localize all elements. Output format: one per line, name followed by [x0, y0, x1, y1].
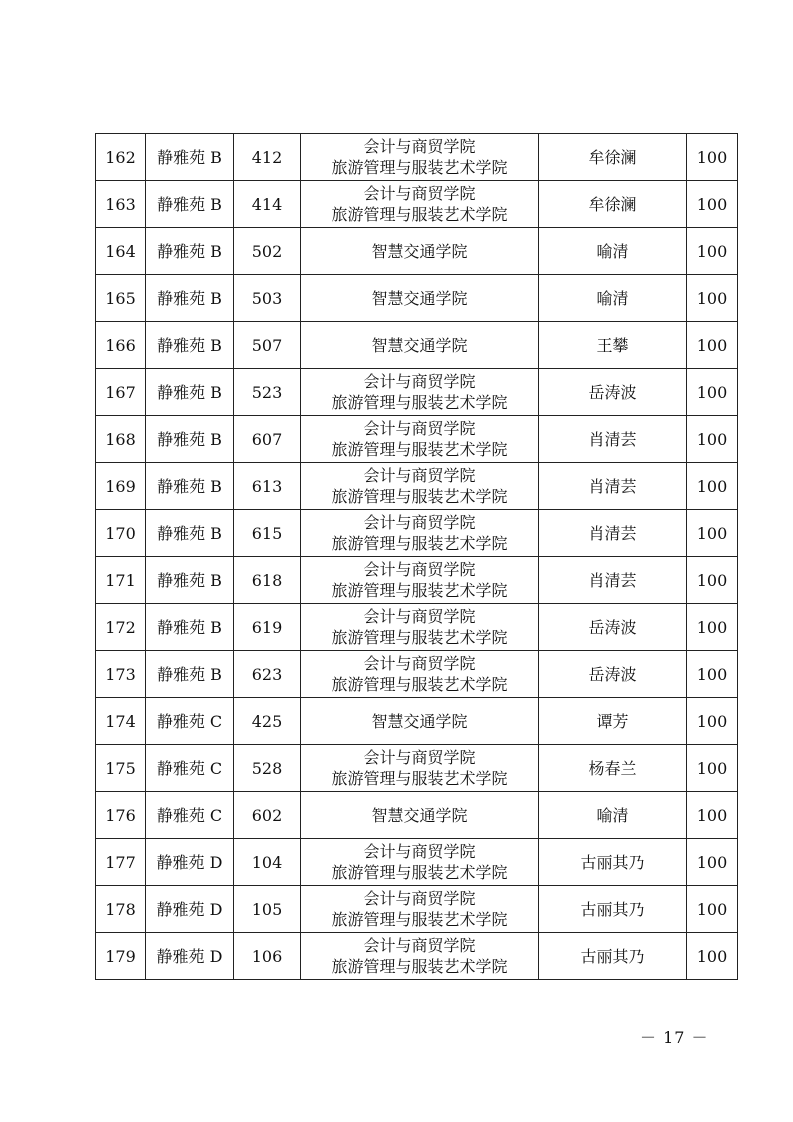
college-name: 会计与商贸学院 [363, 936, 476, 955]
building-cell: 静雅苑 B [146, 463, 234, 510]
room-cell: 523 [234, 369, 301, 416]
college-name: 旅游管理与服装艺术学院 [331, 534, 508, 553]
room-cell: 106 [234, 933, 301, 980]
dormitory-score-table [95, 133, 738, 980]
supervisor-name-cell: 牟徐澜 [539, 181, 687, 228]
college-name: 会计与商贸学院 [363, 184, 476, 203]
college-name: 旅游管理与服装艺术学院 [331, 158, 508, 177]
college-name: 会计与商贸学院 [363, 607, 476, 626]
room-cell: 503 [234, 275, 301, 322]
college-cell [301, 322, 539, 369]
score-cell: 100 [687, 745, 738, 792]
room-cell: 615 [234, 510, 301, 557]
score-cell: 100 [687, 416, 738, 463]
college-name: 会计与商贸学院 [363, 466, 476, 485]
college-name: 旅游管理与服装艺术学院 [331, 769, 508, 788]
college-name: 旅游管理与服装艺术学院 [331, 957, 508, 976]
college-name: 旅游管理与服装艺术学院 [331, 675, 508, 694]
table-row [96, 510, 738, 557]
college-cell [301, 275, 539, 322]
room-cell: 105 [234, 886, 301, 933]
college-cell [301, 604, 539, 651]
row-number-cell: 172 [96, 604, 146, 651]
score-cell: 100 [687, 181, 738, 228]
supervisor-name-cell: 喻清 [539, 275, 687, 322]
table-row [96, 322, 738, 369]
table-row [96, 604, 738, 651]
supervisor-name-cell: 谭芳 [539, 698, 687, 745]
supervisor-name-cell: 古丽其乃 [539, 839, 687, 886]
building-cell: 静雅苑 D [146, 886, 234, 933]
score-cell: 100 [687, 886, 738, 933]
row-number-cell: 173 [96, 651, 146, 698]
supervisor-name-cell: 古丽其乃 [539, 933, 687, 980]
row-number-cell: 170 [96, 510, 146, 557]
college-name: 旅游管理与服装艺术学院 [331, 205, 508, 224]
college-cell [301, 792, 539, 839]
table-row [96, 134, 738, 181]
score-cell: 100 [687, 604, 738, 651]
row-number-cell: 165 [96, 275, 146, 322]
building-cell: 静雅苑 C [146, 698, 234, 745]
building-cell: 静雅苑 B [146, 228, 234, 275]
college-name: 智慧交通学院 [371, 335, 468, 355]
building-cell: 静雅苑 D [146, 839, 234, 886]
college-name: 会计与商贸学院 [363, 560, 476, 579]
room-cell: 104 [234, 839, 301, 886]
college-cell [301, 933, 539, 980]
college-name: 旅游管理与服装艺术学院 [331, 628, 508, 647]
score-cell: 100 [687, 651, 738, 698]
score-cell: 100 [687, 369, 738, 416]
supervisor-name-cell: 岳涛波 [539, 651, 687, 698]
supervisor-name-cell: 喻清 [539, 228, 687, 275]
building-cell: 静雅苑 D [146, 933, 234, 980]
building-cell: 静雅苑 B [146, 557, 234, 604]
college-cell [301, 510, 539, 557]
supervisor-name-cell: 古丽其乃 [539, 886, 687, 933]
building-cell: 静雅苑 C [146, 745, 234, 792]
row-number-cell: 176 [96, 792, 146, 839]
building-cell: 静雅苑 B [146, 604, 234, 651]
college-name: 会计与商贸学院 [363, 513, 476, 532]
room-cell: 425 [234, 698, 301, 745]
supervisor-name-cell: 杨春兰 [539, 745, 687, 792]
college-name: 旅游管理与服装艺术学院 [331, 581, 508, 600]
college-cell [301, 839, 539, 886]
score-cell: 100 [687, 463, 738, 510]
college-name: 旅游管理与服装艺术学院 [331, 863, 508, 882]
room-cell: 507 [234, 322, 301, 369]
college-cell [301, 651, 539, 698]
row-number-cell: 166 [96, 322, 146, 369]
building-cell: 静雅苑 B [146, 369, 234, 416]
table-row [96, 698, 738, 745]
table-row [96, 369, 738, 416]
row-number-cell: 163 [96, 181, 146, 228]
room-cell: 607 [234, 416, 301, 463]
supervisor-name-cell: 肖清芸 [539, 557, 687, 604]
score-cell: 100 [687, 698, 738, 745]
building-cell: 静雅苑 B [146, 181, 234, 228]
row-number-cell: 168 [96, 416, 146, 463]
college-cell [301, 698, 539, 745]
college-name: 智慧交通学院 [371, 711, 468, 731]
row-number-cell: 164 [96, 228, 146, 275]
room-cell: 412 [234, 134, 301, 181]
room-cell: 618 [234, 557, 301, 604]
score-cell: 100 [687, 228, 738, 275]
supervisor-name-cell: 王攀 [539, 322, 687, 369]
college-cell [301, 181, 539, 228]
building-cell: 静雅苑 B [146, 510, 234, 557]
table-row [96, 275, 738, 322]
college-name: 旅游管理与服装艺术学院 [331, 910, 508, 929]
score-cell: 100 [687, 510, 738, 557]
college-name: 旅游管理与服装艺术学院 [331, 487, 508, 506]
row-number-cell: 178 [96, 886, 146, 933]
row-number-cell: 171 [96, 557, 146, 604]
college-name: 会计与商贸学院 [363, 137, 476, 156]
table-row [96, 181, 738, 228]
college-cell [301, 745, 539, 792]
room-cell: 619 [234, 604, 301, 651]
college-name: 会计与商贸学院 [363, 419, 476, 438]
college-cell [301, 886, 539, 933]
supervisor-name-cell: 岳涛波 [539, 604, 687, 651]
table-row [96, 792, 738, 839]
college-cell [301, 134, 539, 181]
college-name: 智慧交通学院 [371, 288, 468, 308]
score-cell: 100 [687, 792, 738, 839]
score-cell: 100 [687, 933, 738, 980]
college-name: 旅游管理与服装艺术学院 [331, 393, 508, 412]
room-cell: 414 [234, 181, 301, 228]
college-cell [301, 369, 539, 416]
table-row [96, 557, 738, 604]
room-cell: 623 [234, 651, 301, 698]
building-cell: 静雅苑 C [146, 792, 234, 839]
college-name: 会计与商贸学院 [363, 889, 476, 908]
supervisor-name-cell: 岳涛波 [539, 369, 687, 416]
row-number-cell: 167 [96, 369, 146, 416]
table-row [96, 745, 738, 792]
row-number-cell: 162 [96, 134, 146, 181]
table-row [96, 886, 738, 933]
score-cell: 100 [687, 839, 738, 886]
table-body [96, 134, 738, 980]
score-cell: 100 [687, 134, 738, 181]
college-cell [301, 416, 539, 463]
room-cell: 602 [234, 792, 301, 839]
building-cell: 静雅苑 B [146, 275, 234, 322]
college-cell [301, 228, 539, 275]
row-number-cell: 179 [96, 933, 146, 980]
room-cell: 613 [234, 463, 301, 510]
supervisor-name-cell: 肖清芸 [539, 416, 687, 463]
row-number-cell: 174 [96, 698, 146, 745]
supervisor-name-cell: 肖清芸 [539, 463, 687, 510]
college-cell [301, 463, 539, 510]
supervisor-name-cell: 肖清芸 [539, 510, 687, 557]
college-name: 会计与商贸学院 [363, 372, 476, 391]
score-cell: 100 [687, 322, 738, 369]
room-cell: 528 [234, 745, 301, 792]
table-row [96, 228, 738, 275]
building-cell: 静雅苑 B [146, 651, 234, 698]
building-cell: 静雅苑 B [146, 322, 234, 369]
supervisor-name-cell: 喻清 [539, 792, 687, 839]
building-cell: 静雅苑 B [146, 416, 234, 463]
college-name: 旅游管理与服装艺术学院 [331, 440, 508, 459]
row-number-cell: 169 [96, 463, 146, 510]
college-name: 会计与商贸学院 [363, 748, 476, 767]
college-name: 智慧交通学院 [371, 241, 468, 261]
table-row [96, 933, 738, 980]
room-cell: 502 [234, 228, 301, 275]
table-row [96, 839, 738, 886]
table-row [96, 651, 738, 698]
college-name: 会计与商贸学院 [363, 654, 476, 673]
row-number-cell: 177 [96, 839, 146, 886]
score-cell: 100 [687, 275, 738, 322]
row-number-cell: 175 [96, 745, 146, 792]
table-row [96, 416, 738, 463]
supervisor-name-cell: 牟徐澜 [539, 134, 687, 181]
score-cell: 100 [687, 557, 738, 604]
building-cell: 静雅苑 B [146, 134, 234, 181]
college-cell [301, 557, 539, 604]
table-row [96, 463, 738, 510]
college-name: 智慧交通学院 [371, 805, 468, 825]
college-name: 会计与商贸学院 [363, 842, 476, 861]
page-number: － 17 － [640, 1028, 709, 1047]
